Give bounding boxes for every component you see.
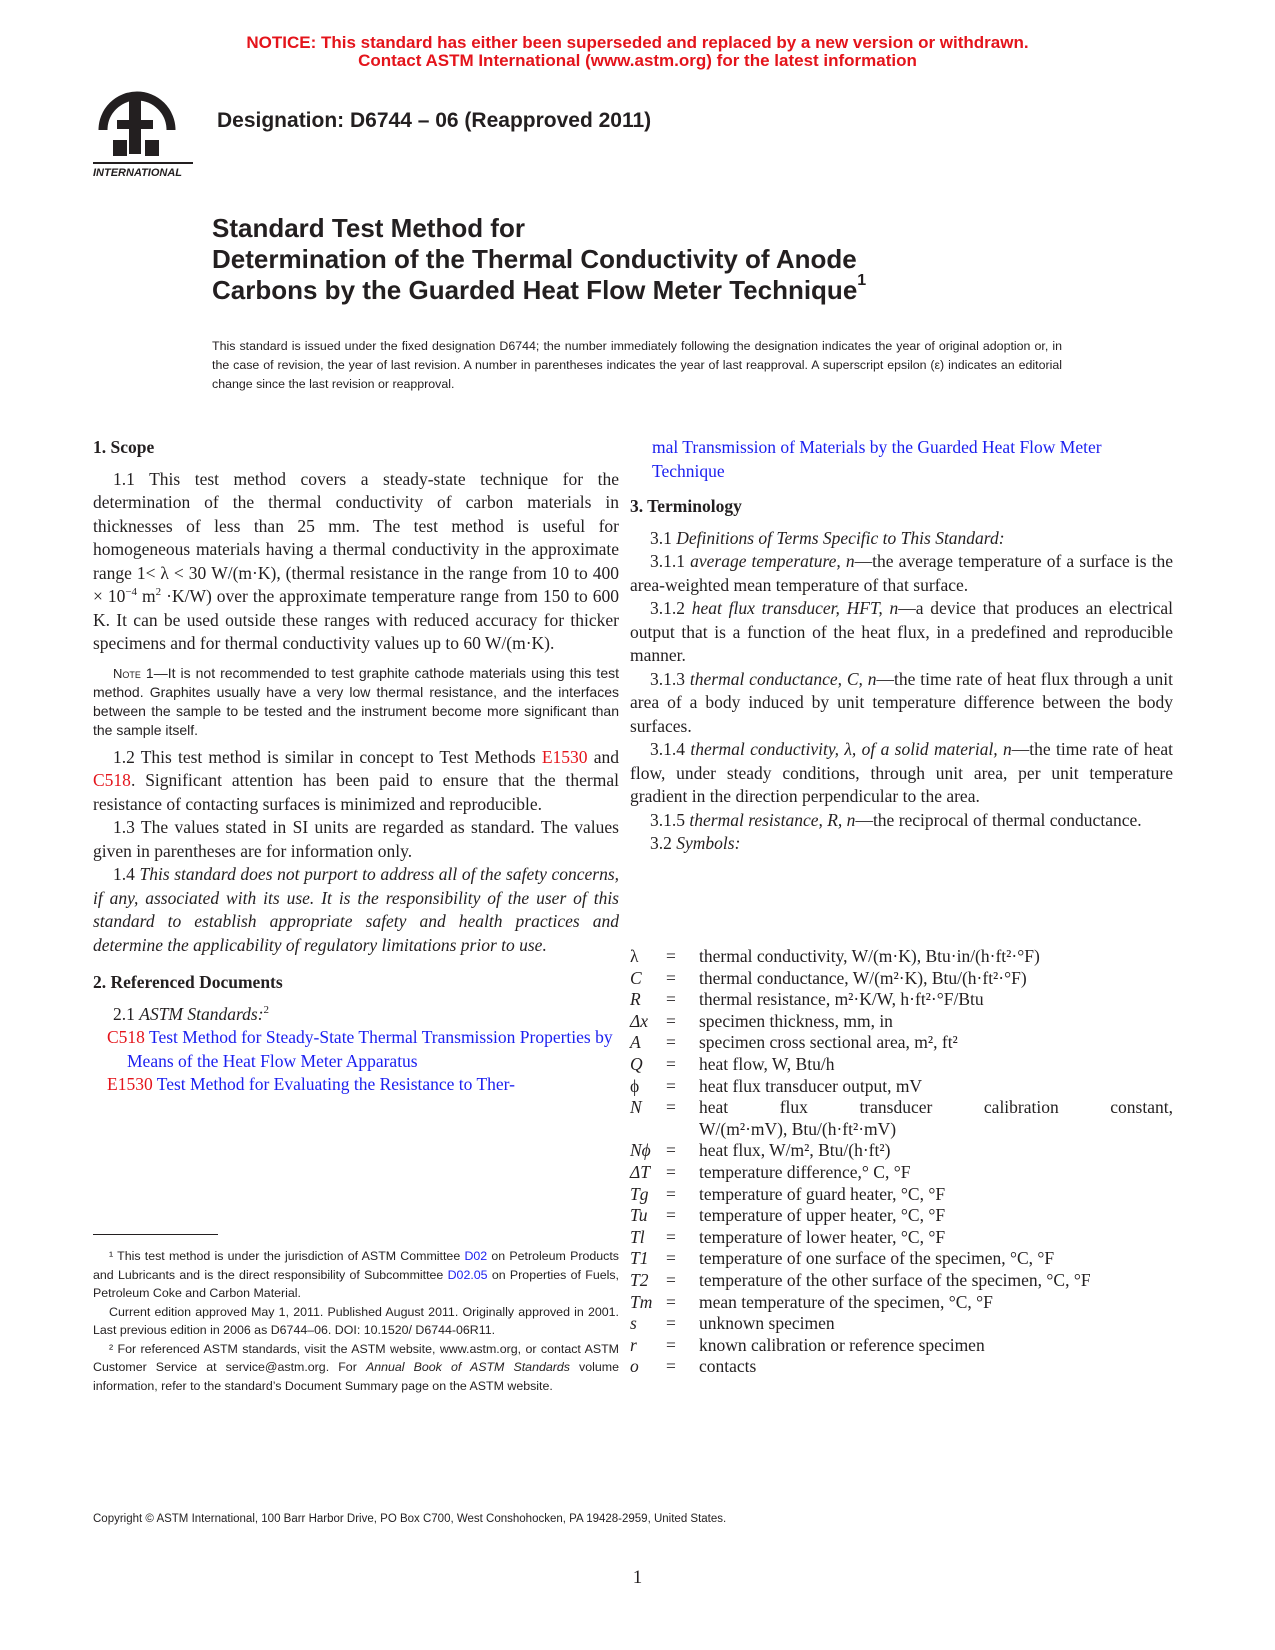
scope-1-4 [93, 863, 619, 957]
symbol: Tl [630, 1226, 645, 1247]
term-3-1-1-def: —the average temperature of a surface is the area-weighted mean temperature of that surface. [630, 551, 1173, 595]
symbol: ΔT [630, 1161, 651, 1182]
symbol-definition: mean temperature of the specimen, °C, °F [699, 1291, 993, 1312]
term-3-1 [630, 527, 1173, 551]
equals-sign: = [666, 967, 676, 988]
symbol-definition-line-2: W/(m²·mV), Btu/(h·ft²·mV) [699, 1118, 897, 1139]
symbol-row [630, 1140, 1173, 1162]
equals-sign: = [666, 946, 676, 966]
symbol-definition: heat flow, W, Btu/h [699, 1053, 835, 1074]
footnotes [93, 1247, 619, 1395]
symbol-definition: temperature of upper heater, °C, °F [699, 1205, 946, 1226]
equals-sign: = [666, 1161, 676, 1182]
equals-sign: = [666, 1010, 676, 1031]
scope-note-1 [93, 664, 619, 740]
symbol-row [630, 1184, 1173, 1206]
footnote-1-text-a: ¹ This test method is under the jurisdiction of ASTM Committee [109, 1249, 465, 1263]
term-3-1-2-num: 3.1.2 [650, 598, 692, 618]
symbol-definition: temperature of the other surface of the specimen, °C, °F [699, 1269, 1091, 1290]
withdrawal-notice [0, 34, 1275, 70]
symbol-definition: known calibration or reference specimen [699, 1334, 985, 1355]
symbol-row [630, 989, 1173, 1011]
symbol-definition: specimen cross sectional area, m², ft² [699, 1032, 958, 1053]
equals-sign: = [666, 1356, 676, 1377]
ref-c518-title[interactable]: Test Method for Steady-State Thermal Transmission Properties by Means of the Heat Flow Meter Apparatus [127, 1027, 613, 1071]
symbol: r [630, 1334, 637, 1355]
refdocs-footnote-ref[interactable]: 2 [263, 1003, 270, 1016]
scope-1-2-text-a: 1.2 This test method is similar in concept to Test Methods [113, 746, 542, 767]
footnote-1-edition: Current edition approved May 1, 2011. Published August 2011. Originally approved in 2001. Last previous edition in 2006 as D6744–06. DOI: 10.1520/ D6744-06R11. [93, 1304, 619, 1337]
symbol-row [630, 1076, 1173, 1098]
symbol-row [630, 1097, 1173, 1140]
symbol: T2 [630, 1269, 649, 1290]
term-3-1-4-term: thermal conductivity, λ, of a solid material, n [690, 739, 1012, 759]
ref-e1530-continued[interactable] [652, 436, 1173, 483]
scope-heading: 1. Scope [93, 437, 155, 457]
symbol: Tu [630, 1205, 648, 1226]
footnote-1 [93, 1247, 619, 1303]
term-3-1-4 [630, 738, 1173, 809]
title-line-1: Standard Test Method for [212, 213, 525, 243]
equals-sign: = [666, 1291, 676, 1312]
equals-sign: = [666, 1334, 676, 1355]
equals-sign: = [666, 1032, 676, 1053]
footnote-1-text-b: on Petroleum Products and Lubricants and is the direct responsibility of Subcommittee [93, 1249, 619, 1282]
symbol: ϕ [630, 1075, 640, 1096]
symbol-row [630, 1248, 1173, 1270]
term-3-1-4-def: —the time rate of heat flow, under steady conditions, through unit area, per unit temperature gradient in the direction perpendicular to the area. [630, 739, 1173, 806]
term-3-1-3-num: 3.1.3 [650, 668, 690, 689]
term-3-1-5-def: —the reciprocal of thermal conductance. [855, 809, 1142, 830]
symbol-definition [699, 1097, 1173, 1140]
scope-1-3: 1.3 The values stated in SI units are regarded as standard. The values given in parentheses are for information only. [93, 817, 619, 861]
c518-link[interactable]: C518 [93, 770, 131, 790]
term-3-1-2-term: heat flux transducer, HFT, n [691, 598, 899, 618]
astm-logo-icon [93, 84, 203, 180]
symbol-row [630, 1335, 1173, 1357]
term-3-1-1-term: average temperature, n [690, 551, 855, 571]
symbol-definition: temperature of lower heater, °C, °F [699, 1226, 946, 1247]
symbol: Q [630, 1053, 643, 1074]
term-3-1-1-num: 3.1.1 [650, 551, 691, 571]
term-3-2-num: 3.2 [650, 833, 677, 853]
symbol: C [630, 967, 642, 988]
footnote-2-italic: Annual Book of ASTM Standards [365, 1360, 570, 1374]
term-3-1-4-num: 3.1.4 [650, 739, 691, 759]
term-3-1-text: Definitions of Terms Specific to This Standard: [676, 527, 1005, 548]
issuance-statement: This standard is issued under the fixed designation D6744; the number immediately following the designation indicates the year of original adoption or, in the case of revision, the year of last revision. A number in parentheses indicates the year of last reapproval. A superscript epsilon (ε) indicates an editorial change since the last revision or reapproval. [212, 339, 1062, 391]
ref-c518-code[interactable]: C518 [107, 1027, 145, 1047]
scope-1-1-text-b: m [137, 586, 156, 606]
refdocs-heading: 2. Referenced Documents [93, 972, 283, 992]
refdocs-2-1-num: 2.1 [113, 1003, 140, 1024]
symbol: λ [630, 946, 639, 966]
notice-line-2: Contact ASTM International (www.astm.org) for the latest information [358, 51, 917, 70]
refdocs-2-1-label: ASTM Standards: [139, 1003, 264, 1024]
symbol-row [630, 1292, 1173, 1314]
ref-e1530-title-b[interactable]: mal Transmission of Materials by the Guarded Heat Flow Meter Technique [652, 437, 1102, 481]
equals-sign: = [666, 1097, 676, 1118]
left-column [93, 436, 619, 1097]
symbol-row [630, 1011, 1173, 1033]
symbol-definition: thermal conductance, W/(m²·K), Btu/(h·ft²·°F) [699, 967, 1027, 988]
symbol-definition-line-1: heat flux transducer calibration constant, [699, 1097, 1173, 1118]
symbol-definition: temperature of guard heater, °C, °F [699, 1183, 946, 1204]
notice-line-1: NOTICE: This standard has either been superseded and replaced by a new version or withdrawn. [246, 33, 1029, 52]
footnote-1-text-c: on Properties of Fuels, Petroleum Coke and Carbon Material. [93, 1267, 619, 1300]
scope-1-4-num: 1.4 [113, 864, 140, 884]
symbol: o [630, 1356, 639, 1377]
term-3-1-3-def: —the time rate of heat flux through a unit area of a body induced by unit temperature difference between the body surfaces. [630, 668, 1174, 736]
note-text: 1—It is not recommended to test graphite cathode materials using this test method. Graphites usually have a very low thermal resistance, and the interfaces between the sample to be tested and the instrument become more significant than the sample itself. [93, 664, 619, 738]
footnote-2-text-a: ² For referenced ASTM standards, visit the ASTM website, www.astm.org, or contact ASTM Customer Service at service@astm.org. For [93, 1341, 619, 1374]
symbol-row [630, 1270, 1173, 1292]
equals-sign: = [666, 989, 676, 1010]
symbol-row [630, 1313, 1173, 1335]
term-3-1-3-term: thermal conductance, C, n [689, 668, 877, 689]
designation: Designation: D6744 – 06 (Reapproved 2011) [217, 109, 652, 132]
footnote-2 [93, 1340, 619, 1396]
ref-e1530-code[interactable]: E1530 [107, 1074, 153, 1094]
symbol-definition: unknown specimen [699, 1313, 835, 1334]
scope-1-2-text-c: . Significant attention has been paid to ensure that the thermal resistance of contacting surfaces is minimized and reproducible. [93, 770, 619, 814]
symbol: Tm [630, 1291, 653, 1312]
title-line-3-text: Carbons by the Guarded Heat Flow Meter Technique [212, 275, 858, 305]
symbol: Nϕ [630, 1140, 651, 1161]
symbol: R [630, 989, 641, 1010]
footnote-2-text-b: volume information, refer to the standard’s Document Summary page on the ASTM website. [93, 1360, 619, 1393]
ref-e1530[interactable] [93, 1073, 619, 1097]
scope-1-2-text-b: and [587, 746, 619, 767]
symbol: A [630, 1032, 641, 1053]
title-line-2: Determination of the Thermal Conductivity of Anode [212, 244, 857, 274]
equals-sign: = [666, 1226, 676, 1247]
symbol: s [630, 1313, 637, 1334]
term-3-2 [630, 832, 1173, 856]
e1530-link[interactable]: E1530 [541, 746, 588, 767]
equals-sign: = [666, 1075, 676, 1096]
symbol-row [630, 968, 1173, 990]
scope-1-1 [93, 468, 619, 656]
ref-e1530-title-a[interactable]: Test Method for Evaluating the Resistance to Ther- [156, 1074, 515, 1094]
title-footnote-ref[interactable]: 1 [857, 272, 867, 290]
symbol-row [630, 1205, 1173, 1227]
terminology-heading: 3. Terminology [630, 496, 742, 516]
scope-1-1-square: 2 [155, 586, 162, 599]
symbols-table [630, 946, 1173, 1378]
term-3-1-5-term: thermal resistance, R, n [689, 809, 856, 830]
equals-sign: = [666, 1269, 676, 1290]
footnote-rule [93, 1234, 218, 1235]
equals-sign: = [666, 1313, 676, 1334]
symbol-definition: heat flux transducer output, mV [699, 1075, 923, 1096]
symbol-definition: specimen thickness, mm, in [699, 1010, 893, 1031]
page-number: 1 [632, 1567, 643, 1588]
term-3-1-5 [630, 809, 1173, 833]
term-3-1-1 [630, 550, 1173, 597]
scope-1-1-text-a: 1.1 This test method covers a steady-state technique for the determination of the thermal conductivity of carbon materials in thicknesses of less than 25 mm. The test method is useful for homogeneous materials having a thermal conductivity in the approximate range 1< λ < 30 W/(m·K), (thermal resistance in the range from 10 to 400 × 10 [93, 468, 619, 606]
scope-1-1-exponent: −4 [125, 586, 138, 599]
logo-text: INTERNATIONAL [93, 167, 183, 179]
note-label: Note [113, 665, 141, 681]
symbol-row [630, 946, 1173, 968]
symbol-row [630, 1227, 1173, 1249]
equals-sign: = [666, 1248, 676, 1269]
scope-1-1-text-c: ·K/W) over the approximate temperature range from 150 to 600 K. It can be used outside these ranges with reduced accuracy for thicker specimens and for thermal conductivity values up to 60 W/(m·K). [93, 586, 619, 653]
term-3-1-num: 3.1 [650, 527, 677, 548]
symbol-row [630, 1162, 1173, 1184]
equals-sign: = [666, 1205, 676, 1226]
equals-sign: = [666, 1183, 676, 1204]
symbol-row [630, 1032, 1173, 1054]
title-line-3 [212, 272, 867, 306]
symbol-definition: heat flux, W/m², Btu/(h·ft²) [699, 1140, 891, 1161]
copyright-line: Copyright © ASTM International, 100 Barr Harbor Drive, PO Box C700, West Conshohocken, PA 19428-2959, United States. [93, 1513, 727, 1525]
equals-sign: = [666, 1053, 676, 1074]
term-3-1-5-num: 3.1.5 [650, 809, 690, 830]
term-3-2-text: Symbols: [676, 833, 741, 853]
terminology-section [630, 495, 1173, 856]
symbol-row [630, 1356, 1173, 1378]
symbol-definition: temperature of one surface of the specimen, °C, °F [699, 1248, 1055, 1269]
symbol: Δx [630, 1010, 649, 1031]
d02-link[interactable]: D02 [464, 1249, 488, 1263]
symbol-definition: thermal conductivity, W/(m·K), Btu·in/(h·ft²·°F) [699, 946, 1040, 966]
scope-1-2 [93, 746, 619, 817]
symbol-definition: contacts [699, 1356, 757, 1377]
symbol-row [630, 1054, 1173, 1076]
right-column [652, 436, 1173, 483]
symbol: Tg [630, 1183, 649, 1204]
refdocs-2-1 [93, 1003, 619, 1027]
term-3-1-2-def: —a device that produces an electrical output that is a function of the heat flux, in a predefined and reproducible manner. [630, 598, 1173, 665]
d02-05-link[interactable]: D02.05 [447, 1267, 488, 1282]
term-3-1-2 [630, 597, 1173, 668]
symbol: N [630, 1097, 642, 1118]
symbol: T1 [630, 1248, 649, 1269]
symbol-definition: thermal resistance, m²·K/W, h·ft²·°F/Btu [699, 989, 984, 1010]
scope-1-4-text: This standard does not purport to address all of the safety concerns, if any, associated with its use. It is the responsibility of the user of this standard to establish appropriate safety and health practices and determine the applicability of regulatory limitations prior to use. [93, 864, 620, 955]
ref-c518[interactable] [93, 1026, 619, 1073]
symbol-definition: temperature difference,° C, °F [699, 1161, 911, 1182]
term-3-1-3 [630, 668, 1173, 739]
astm-logo [93, 84, 203, 180]
document-title [212, 213, 866, 306]
equals-sign: = [666, 1140, 676, 1161]
